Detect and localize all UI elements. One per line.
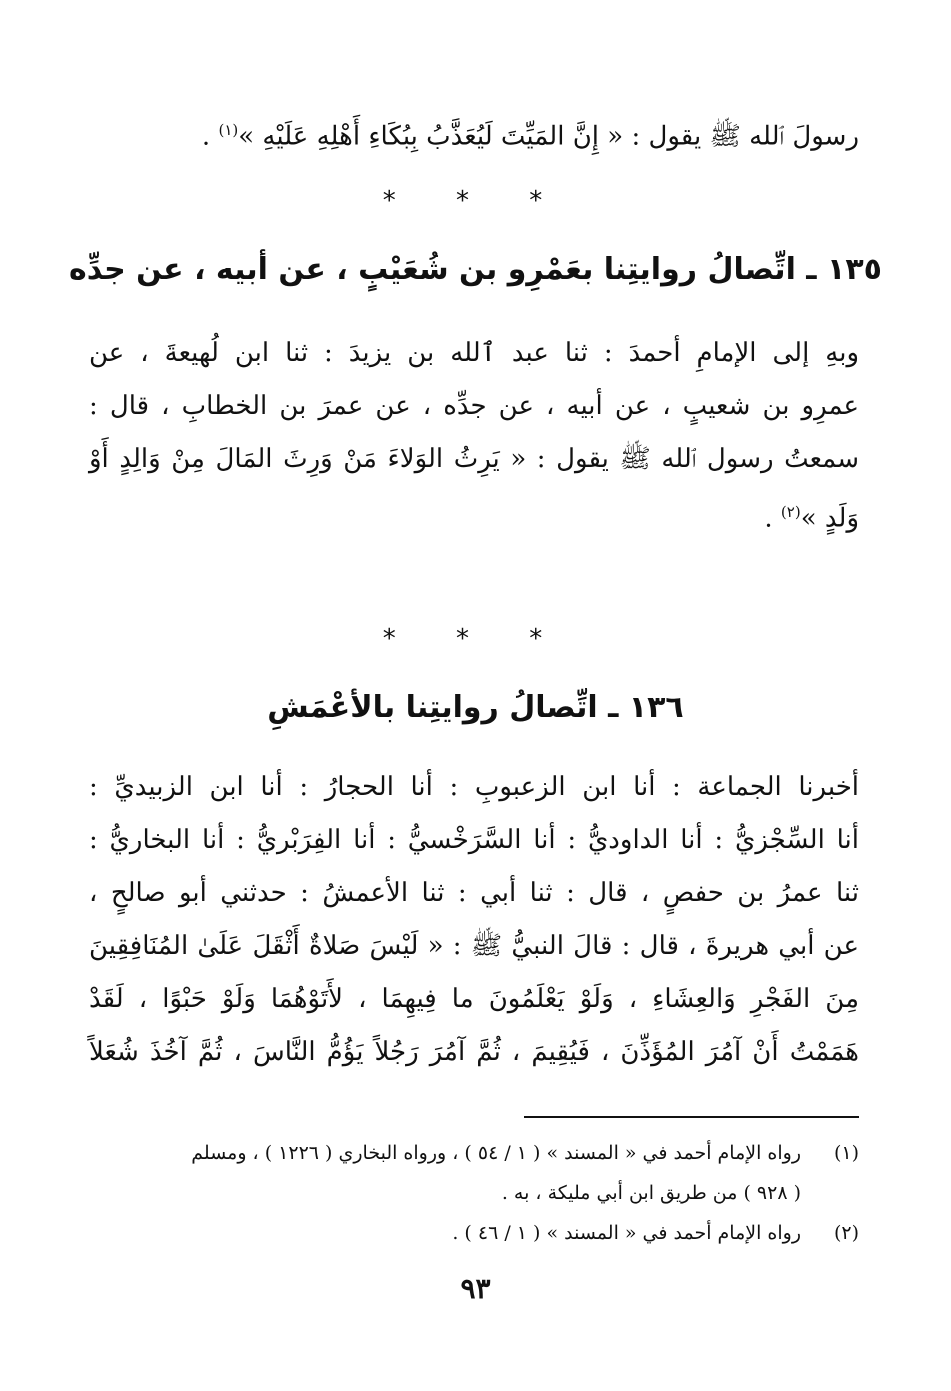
hadith-line-continuation — [89, 113, 859, 154]
paragraph-line: عمرِو بن شعيبٍ ، عن أبيه ، عن جدِّه ، عن عمرَ بن الخطابِ ، قال : — [89, 391, 859, 421]
paragraph-line: مِنَ الفَجْرِ وَالعِشَاءِ ، وَلَوْ يَعْلَمُونَ ما فِيهِمَا ، لأَتَوْهُمَا وَلَوْ حَبْوًا ، لَقَدْ — [89, 984, 859, 1014]
body-text-end: . — [201, 121, 219, 152]
section-separator: * * * — [382, 624, 569, 654]
footnote-divider — [524, 1116, 859, 1118]
section-heading-136: ١٣٦ ـ اتِّصالُ روايتِنا بالأعْمَشِ — [267, 690, 684, 725]
footnote-number: (٢) — [833, 1222, 859, 1244]
footnote-1-continued — [89, 1180, 859, 1206]
paragraph-line: أخبرنا الجماعة : أنا ابن الزعبوبِ : أنا الحجارُ : أنا ابن الزبيديِّ : — [89, 772, 859, 802]
footnote-text: رواه الإمام أحمد في « المسند » ( ١ / ٥٤ ) ، ورواه البخاري ( ١٢٢٦ ) ، ومسلم — [191, 1142, 801, 1164]
footnote-2 — [89, 1220, 859, 1246]
footnote-text: رواه الإمام أحمد في « المسند » ( ١ / ٤٦ ) . — [452, 1222, 801, 1244]
footnote-text: ( ٩٢٨ ) من طريق ابن أبي مليكة ، به . — [501, 1182, 801, 1204]
paragraph-line: ثنا عمرُ بن حفصٍ ، قال : ثنا أبي : ثنا الأعمشُ : حدثني أبو صالحٍ ، — [89, 878, 859, 908]
footnote-1 — [89, 1140, 859, 1166]
paragraph-line: هَمَمْتُ أَنْ آمُرَ المُؤَذِّنَ ، فَيُقِيمَ ، ثُمَّ آمُرَ رَجُلاً يَؤُمُّ النَّاسَ ، ثُمَّ آخُذَ شُعَلاً — [89, 1037, 859, 1067]
footnote-ref: (٢) — [780, 503, 801, 521]
body-text: رسولَ ٱلله ﷺ يقول : « إِنَّ المَيِّتَ لَيُعَذَّبُ بِبُكَاءِ أَهْلِهِ عَلَيْهِ » — [238, 121, 859, 152]
footnote-ref: (١) — [218, 121, 239, 139]
section-separator: * * * — [382, 186, 569, 216]
body-text: وَلَدٍ » — [800, 503, 859, 534]
paragraph-line-last — [89, 495, 859, 536]
paragraph-line: وبهِ إلى الإمامِ أحمدَ : ثنا عبد ٱلله بن يزيدَ : ثنا ابن لُهيعةَ ، عن — [89, 338, 859, 368]
body-text-end: . — [764, 503, 781, 534]
paragraph-line: أنا السِّجْزيُّ : أنا الداوديُّ : أنا السَّرَخْسيُّ : أنا الفِرَبْريُّ : أنا البخاريُّ : — [89, 825, 859, 855]
paragraph-line: سمعتُ رسول ٱلله ﷺ يقول : « يَرِثُ الوَلاءَ مَنْ وَرِثَ المَالَ مِنْ وَالِدٍ أَوْ — [89, 444, 859, 474]
page-number: ٩٣ — [460, 1272, 491, 1305]
footnote-number: (١) — [833, 1142, 859, 1164]
paragraph-line: عن أبي هريرةَ ، قال : قالَ النبيُّ ﷺ : « لَيْسَ صَلاةٌ أَثْقَلَ عَلَىٰ المُنَافِقِينَ — [89, 931, 859, 961]
section-heading-135: ١٣٥ ـ اتِّصالُ روايتِنا بعَمْرِو بن شُعَيْبٍ ، عن أبيه ، عن جدِّه — [69, 252, 882, 287]
